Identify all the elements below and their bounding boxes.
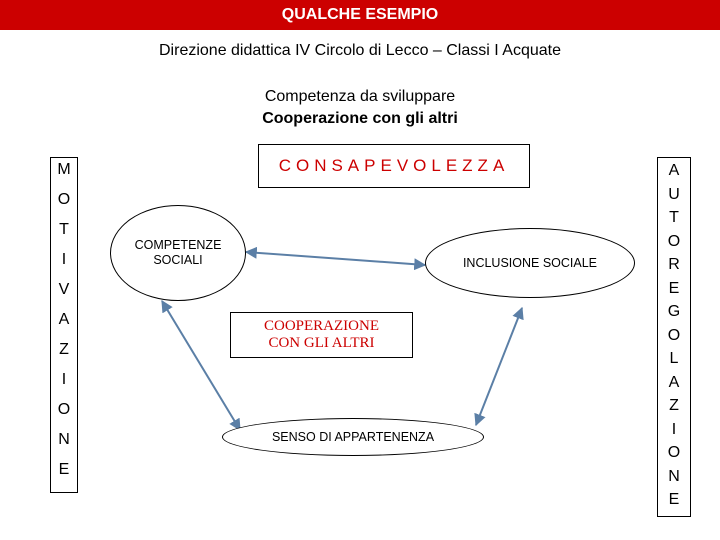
competence-label: Competenza da sviluppare: [264, 88, 456, 105]
motivazione-letter: N: [58, 431, 70, 448]
senso-appartenenza-ellipse: [222, 418, 484, 456]
subtitle: Direzione didattica IV Circolo di Lecco – Classi I Acquate: [159, 42, 561, 59]
motivazione-letter: I: [61, 371, 67, 388]
arrow-competenze-inclusione: [246, 252, 425, 265]
motivazione-letter: M: [57, 161, 71, 178]
autoregolazione-letter: E: [668, 279, 680, 297]
autoregolazione-letter: O: [667, 232, 681, 250]
motivazione-letter: O: [57, 191, 71, 208]
autoregolazione-letter: L: [669, 350, 679, 367]
autoregolazione-letter: O: [667, 326, 681, 344]
autoregolazione-letter: U: [668, 185, 680, 203]
competence-value: Cooperazione con gli altri: [262, 110, 458, 127]
autoregolazione-letter: E: [668, 491, 680, 508]
cooperazione-line2: CON GLI ALTRI: [268, 335, 375, 351]
competenze-line1: COMPETENZE: [134, 238, 222, 252]
motivazione-letter: I: [61, 251, 67, 268]
autoregolazione-letter: R: [668, 256, 680, 273]
consapevolezza-text: CONSAPEVOLEZZA: [278, 156, 510, 175]
competenze-line2: SOCIALI: [153, 253, 203, 267]
autoregolazione-letter: O: [667, 444, 681, 461]
cooperazione-line1: COOPERAZIONE: [264, 318, 379, 334]
senso-text: SENSO DI APPARTENENZA: [271, 429, 435, 444]
autoregolazione-letter: T: [669, 209, 679, 226]
motivazione-letter: A: [58, 311, 70, 328]
autoregolazione-letter: I: [671, 420, 677, 438]
motivazione-letter: E: [58, 461, 70, 478]
motivazione-letter: O: [57, 401, 71, 418]
autoregolazione-letter: N: [668, 467, 680, 485]
autoregolazione-letter: A: [668, 373, 680, 391]
motivazione-letter: V: [58, 281, 70, 298]
autoregolazione-letter: A: [668, 162, 680, 179]
motivazione-letter: T: [59, 221, 69, 238]
inclusione-text: INCLUSIONE SOCIALE: [462, 255, 598, 270]
autoregolazione-letter: G: [667, 303, 681, 320]
inclusione-sociale-ellipse: [425, 228, 635, 298]
cooperazione-box: [230, 312, 413, 358]
banner-text: QUALCHE ESEMPIO: [281, 6, 439, 23]
motivazione-letter: Z: [59, 341, 69, 358]
autoregolazione-letter: Z: [669, 397, 679, 414]
competenze-sociali-ellipse: [110, 205, 246, 301]
arrow-inclusione-senso: [476, 308, 522, 425]
arrow-competenze-senso: [162, 301, 240, 430]
